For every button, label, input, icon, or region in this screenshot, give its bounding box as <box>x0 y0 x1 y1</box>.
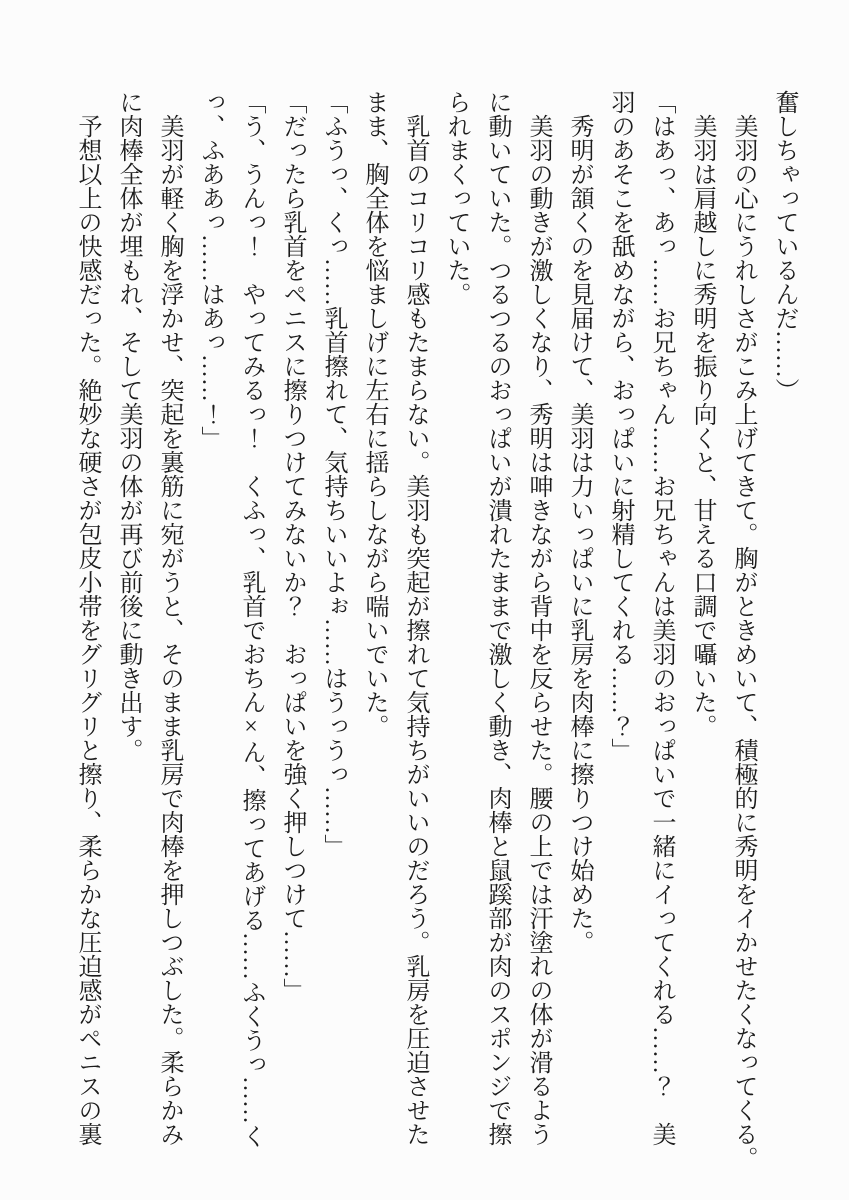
text-line: に肉棒全体が埋もれ、そして美羽の体が再び前後に動き出す。 <box>115 90 141 762</box>
text-line: 美羽の動きが激しくなり、秀明は呻きながら背中を反らせた。腰の上では汗塗れの体が滑るよう <box>525 90 551 1146</box>
text-line: 美羽が軽く胸を浮かせ、突起を裏筋に宛がうと、そのまま乳房で肉棒を押しつぶした。柔らかみ <box>156 90 182 1146</box>
vertical-text-block <box>66 90 804 1170</box>
text-line: まま、胸全体を悩ましげに左右に揺らしながら喘いでいた。 <box>361 90 387 738</box>
text-line: 予想以上の快感だった。絶妙な硬さが包皮小帯をグリグリと擦り、柔らかな圧迫感がペニスの裏 <box>74 90 100 1146</box>
text-line: っ、ふああっ……はあっ……！」 <box>197 90 223 450</box>
text-line: 奮しちゃっているんだ……） <box>771 90 797 402</box>
text-line: 美羽は肩越しに秀明を振り向くと、甘える口調で囁いた。 <box>689 90 715 738</box>
text-line: 「ふうっ、くっ……乳首擦れて、気持ちいいよぉ……はうっうっ……」 <box>320 90 346 858</box>
text-line: 秀明が頷くのを見届けて、美羽は力いっぱいに乳房を肉棒に擦りつけ始めた。 <box>566 90 592 954</box>
text-line: 「う、うんっ！ やってみるっ！ くふっ、乳首でおちん×ん、擦ってあげる……ふくうっ……く <box>238 90 264 1148</box>
text-line: 美羽の心にうれしさがこみ上げてきて。胸がときめいて、積極的に秀明をイかせたくなってくる。 <box>730 90 756 1170</box>
text-line: られまくっていた。 <box>443 90 469 306</box>
text-line: に動いていた。つるつるのおっぱいが潰れたままで激しく動き、肉棒と鼠蹊部が肉のスポンジで擦 <box>484 90 510 1146</box>
text-line: 羽のあそこを舐めながら、おっぱいに射精してくれる……？」 <box>607 90 633 762</box>
text-line: 乳首のコリコリ感もたまらない。美羽も突起が擦れて気持ちがいいのだろう。乳房を圧迫させた <box>402 90 428 1146</box>
text-line: 「だったら乳首をペニスに擦りつけてみないか？ おっぱいを強く押しつけて……」 <box>279 90 305 1002</box>
text-line: 「はあっ、あっ……お兄ちゃん……お兄ちゃんは美羽のおっぱいで一緒にイってくれる……？ 美 <box>648 90 674 1146</box>
